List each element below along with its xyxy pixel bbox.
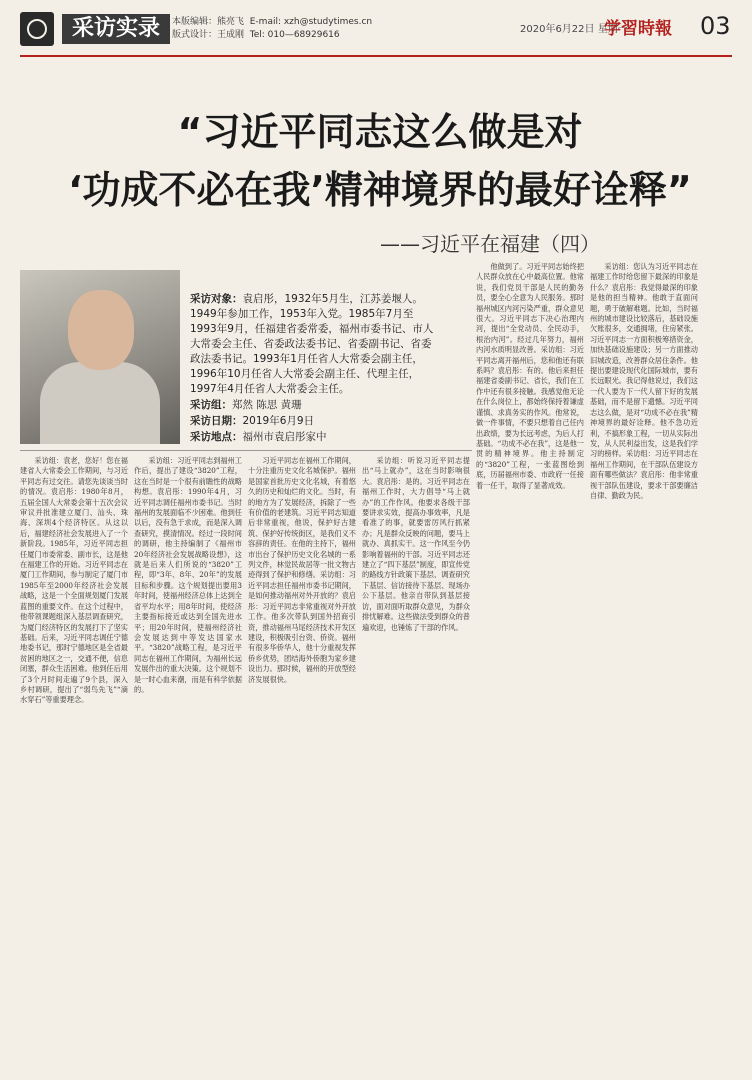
section-divider: [20, 450, 472, 451]
paper-name-logo: 学習時報: [604, 19, 672, 39]
issue-date: 2020年6月22日 星期一: [520, 24, 628, 35]
designer-line: 版式设计：王成刚: [172, 30, 245, 40]
interviewers-label: 采访组：: [190, 399, 232, 411]
page-header: [0, 0, 752, 58]
article-column-1: [20, 456, 128, 1060]
article-column-2: [134, 456, 242, 1060]
header-rule: [20, 55, 732, 57]
photo-figure-head: [68, 290, 134, 370]
interviewee-bio-text: 袁启彤，1932年5月生，江苏姜堰人。1949年参加工作，1953年入党。1985年7月至1993年9月，任福建省委常委，福州市委书记、市人大常委会主任、省委政法委书记、省委副书记、省委政法委书记。1993年1月任省人大常委会副主任，1996年10月任省人大常委会副主任、代理主任，1997年4月任省人大常委会主任。: [190, 293, 434, 395]
section-title: 采访实录: [62, 14, 170, 44]
headline-subtitle: ——习近平在福建（四）: [380, 232, 600, 256]
column-4-text: 采访组：听说习近平同志提出“马上就办”，这在当时影响很大。袁启彤：是的。习近平同志在福州工作时，大力倡导“马上就办”的工作作风。他要求各级干部要讲求实效，提高办事效率，凡是看准了的事，就要雷厉风行抓紧办；凡是群众反映的问题，要马上就办、真抓实干。这一作风至今仍影响着福州的干部。习近平同志还建立了“四下基层”制度，即宣传党的路线方针政策下基层、调查研究下基层、信访接待下基层、现场办公下基层。他亲自带队到基层接访，面对面听取群众意见，为群众排忧解难。这些做法受到群众的普遍欢迎，也锤炼了干部的作风。: [362, 456, 470, 632]
interview-place-label: 采访地点：: [190, 431, 243, 443]
interview-date-label: 采访日期：: [190, 415, 243, 427]
article-column-6: [590, 262, 698, 1060]
interviewers-value: 郑然 陈思 黄珊: [232, 399, 302, 411]
section-logo-icon: [20, 12, 54, 46]
email-line: E-mail: xzh@studytimes.cn: [249, 17, 373, 27]
interviewee-label: 采访对象：: [190, 293, 243, 305]
column-2-text: 采访组：习近平同志到福州工作后，提出了建设“3820”工程，这在当时是一个很有前瞻性的战略构想。袁启彤：1990年4月，习近平同志调任福州市委书记。当时福州的发展面临不少困难。他到任以后，没有急于求成，而是深入调查研究，摸清情况。经过一段时间的调研，他主持编制了《福州市20年经济社会发展战略设想》，这就是后来人们所说的“3820”工程，即“3年、8年、20年”的发展目标和步骤。这个规划提出要用3年时间，使福州经济总体上达到全省平均水平；用8年时间，使经济主要指标接近或达到全国先进水平；用20年时间，使福州经济社会发展达到中等发达国家水平。“3820”战略工程，是习近平同志在福州工作期间，为福州长远发展作出的重大决策。这个规划不是一时心血来潮，而是有科学依据的。: [134, 456, 242, 694]
interview-date-value: 2019年6月9日: [242, 415, 315, 427]
interview-place-value: 福州市袁启彤家中: [242, 431, 327, 443]
phone-line: Tel: 010—68929616: [249, 30, 340, 40]
interviewee-bio: [190, 292, 440, 397]
article-column-5: [476, 262, 584, 1060]
editor-credits: [172, 16, 372, 42]
column-3-text: 习近平同志在福州工作期间，十分注重历史文化名城保护。福州是国家首批历史文化名城，有着悠久的历史和灿烂的文化。当时，有的地方为了发展经济，拆除了一些有价值的老建筑。习近平同志知道后非常重视，他说，保护好古建筑、保护好传统街区，是我们义不容辞的责任。在他的主持下，福州市出台了保护历史文化名城的一系列文件，林觉民故居等一批文物古迹得到了保护和修缮。采访组：习近平同志担任福州市委书记期间，是如何推动福州对外开放的？袁启彤：习近平同志非常重视对外开放工作。他多次带队到国外招商引资，推动福州马尾经济技术开发区建设，积极吸引台资、侨资。福州有很多华侨华人，他十分重视发挥侨乡优势，团结海外侨胞为家乡建设出力。那时候，福州的开放型经济发展很快。: [248, 456, 356, 684]
article-column-4: [362, 456, 470, 1060]
editor-line: 本版编辑：熊亮飞: [172, 17, 245, 27]
column-5-text: 他做到了。习近平同志始终把人民群众放在心中最高位置。他常说，我们党员干部是人民的勤务员，要全心全意为人民服务。那时福州城区内河污染严重，群众意见很大。习近平同志下决心治理内河，提出“全党动员、全民动手，根治内河”。经过几年努力，福州内河水质明显改善。采访组：习近平同志离开福州后，您和他还有联系吗？袁启彤：有的。他后来担任福建省委副书记、省长，我们在工作中还有很多接触。我感觉他无论在什么岗位上，都始终保持着谦虚谨慎、求真务实的作风。他常说，做一件事情，不要只想着自己任内出政绩，要为长远考虑，为后人打基础。“功成不必在我”，这是他一贯的精神境界。他主持制定的“3820”工程，一张蓝图绘到底，历届福州市委、市政府一任接着一任干，取得了显著成效。: [476, 262, 584, 490]
headline-line-1: “习近平同志这么做是对: [177, 110, 583, 154]
column-1-text: 采访组：袁老，您好！您在福建省人大常委会工作期间，与习近平同志有过交往。请您先谈谈当时的情况。袁启彤：1980年8月，五届全国人大常委会第十五次会议审议并批准建立厦门、汕头、珠海、深圳4个经济特区。从这以后，福建经济社会发展进入了一个新阶段。1985年，习近平同志担任厦门市委常委、副市长，这是他在福建工作的开始。习近平同志在厦门工作期间，参与制定了厦门市1985年至2000年经济社会发展战略，这是一个全面规划厦门发展蓝图的重要文件。在这个过程中，他带领课题组深入基层调查研究，为厦门经济特区的发展打下了坚实基础。后来，习近平同志调任宁德地委书记，那时宁德地区是全省最贫困的地区之一，交通不便，信息闭塞，群众生活困难。他到任后用了3个月时间走遍了9个县，深入乡村调研，提出了“弱鸟先飞”“滴水穿石”等重要理念。: [20, 456, 128, 705]
photo-figure-body: [40, 362, 160, 444]
column-6-text: 采访组：您认为习近平同志在福建工作时给您留下最深的印象是什么？袁启彤：我觉得最深的印象是他的担当精神。他敢于直面问题，勇于破解难题。比如，当时福州的城市建设比较落后，基础设施欠账很多，交通拥堵，住房紧张。习近平同志一方面积极筹措资金，加快基础设施建设；另一方面推动旧城改造，改善群众居住条件。他提出要建设现代化国际城市，要有长远眼光。我记得他说过，我们这一代人要为下一代人留下好的发展基础，而不是留下遗憾。习近平同志这么做，是对“功成不必在我”精神境界的最好诠释。他不急功近利，不搞形象工程，一切从实际出发，从人民利益出发，这是我们学习的榜样。采访组：习近平同志在福州工作期间，在干部队伍建设方面有哪些做法？袁启彤：他非常重视干部队伍建设，要求干部要廉洁自律、勤政为民。: [590, 262, 698, 500]
interviewee-photo: [20, 270, 180, 444]
page-number: 03: [700, 12, 731, 40]
article-column-3: [248, 456, 356, 1060]
interview-info: [190, 398, 440, 446]
headline-line-2: ‘功成不必在我’精神境界的最好诠释”: [68, 168, 692, 212]
